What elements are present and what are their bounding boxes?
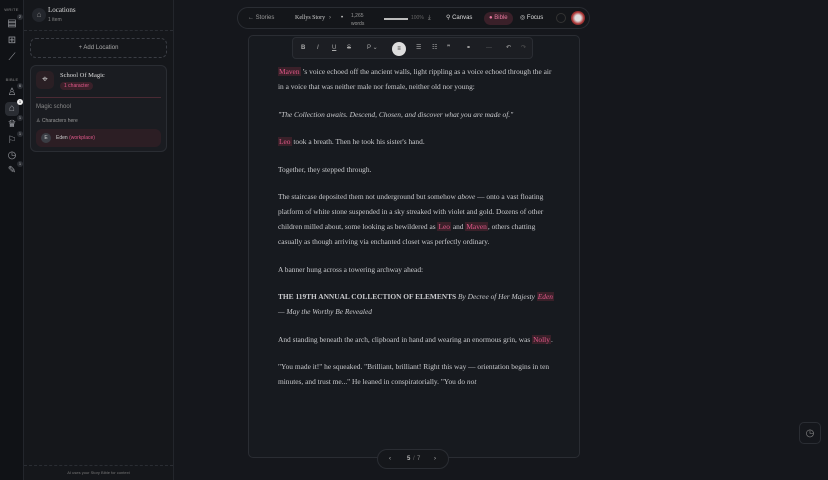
page-separator: / <box>413 456 415 462</box>
divider <box>36 97 161 98</box>
paragraph <box>278 359 558 389</box>
text: By Decree of Her Majesty <box>456 292 537 301</box>
words-label: words <box>351 21 365 27</box>
notes-icon[interactable]: ✎ 1 <box>7 161 22 176</box>
badge: 1 <box>18 131 22 136</box>
clock-icon[interactable]: ◷ <box>7 150 17 161</box>
locations-icon[interactable]: ⌂ 1 <box>5 102 19 116</box>
quote-icon[interactable]: ❞ <box>447 45 451 51</box>
characters-icon[interactable]: ♙ 6 <box>7 83 22 98</box>
zoom-slider[interactable] <box>384 18 408 20</box>
character-role: (workplace) <box>69 135 95 141</box>
divider-icon[interactable]: ··· <box>486 45 492 51</box>
focus-button[interactable]: ◎ Focus <box>520 15 544 21</box>
text: The staircase deposited them not underground but somehow <box>278 192 458 201</box>
document-text[interactable] <box>278 64 558 402</box>
grid-icon[interactable]: ⊞ <box>7 35 17 46</box>
user-avatar[interactable] <box>571 11 585 25</box>
paragraph-style-value: P <box>367 45 371 51</box>
download-icon[interactable]: ⤓ <box>428 15 431 21</box>
text: — onto a vast floating platform of white stone suspended in a sky streaked with violet and gold. Dozens of other children milled about, some looking as bewildered as <box>278 192 544 231</box>
text: , others chatting casually as though arriving via enchanted closet was perfectly ordinary. <box>278 222 536 246</box>
paragraph <box>278 189 558 249</box>
person-icon: ♙ <box>36 118 42 124</box>
text: through the air in a voice that was neither male nor female, neither old nor young: <box>278 67 552 91</box>
bible-button[interactable]: ● Bible <box>484 12 513 25</box>
word-count <box>351 12 364 28</box>
status-indicator <box>556 13 566 23</box>
story-title[interactable]: Kellys Story <box>295 15 326 21</box>
word-count-value: 1,265 <box>351 13 364 19</box>
text: not <box>466 377 477 386</box>
paragraph <box>278 332 558 347</box>
paragraph: "The Collection awaits. Descend, Chosen, and discover what you are made of." <box>278 109 514 119</box>
text: ’s voice echoed off the ancient walls, light rippling as a voice echoed <box>300 67 507 76</box>
strikethrough-icon[interactable]: S <box>347 45 352 51</box>
text: "You made it!" he squeaked. "Brilliant, brilliant! Right this way — orientation begins in ten minutes, and trust me..." He leaned in conspiratorially. "You do <box>278 362 550 386</box>
avatar: E <box>41 133 51 143</box>
bible-label: Bible <box>494 15 508 21</box>
wand-icon[interactable]: ⟋ <box>8 52 16 63</box>
link-icon[interactable]: ⚭ <box>466 45 472 51</box>
badge: 2 <box>18 14 22 19</box>
documents-icon[interactable]: ▤ 2 <box>7 14 22 29</box>
character-mention[interactable]: Nolly <box>533 334 550 344</box>
text: took a breath. Then he took his sister's hand. <box>291 137 425 146</box>
characters-label-text: Characters here <box>41 118 78 124</box>
italic-icon[interactable]: I <box>317 45 319 51</box>
location-card[interactable] <box>30 65 167 152</box>
canvas-button[interactable]: ⚲ Canvas <box>446 15 473 21</box>
paragraph: Together, they stepped through. <box>278 164 372 174</box>
add-location-button[interactable]: + Add Location <box>30 38 167 58</box>
write-section-label: WRITE <box>4 7 19 12</box>
flag-icon[interactable]: ⚐ 1 <box>7 131 22 146</box>
history-icon[interactable]: ◷ <box>799 422 821 444</box>
paragraph-style-select[interactable]: P ⌄ <box>367 45 378 51</box>
text: THE 119TH ANNUAL COLLECTION OF ELEMENTS <box>278 292 457 301</box>
top-bar <box>237 7 590 29</box>
character-row[interactable] <box>36 129 161 147</box>
bold-icon[interactable]: B <box>301 45 306 51</box>
current-page: 5 <box>407 456 411 462</box>
badge: 1 <box>18 99 22 104</box>
format-toolbar <box>292 37 533 59</box>
next-page-button[interactable]: › <box>434 456 436 462</box>
creatures-icon[interactable]: ♛ 1 <box>7 115 22 130</box>
map-pin-icon: ⌖ <box>36 71 54 89</box>
location-name: School Of Magic <box>60 72 105 79</box>
panel-header <box>24 0 173 31</box>
editor-page[interactable] <box>248 35 580 458</box>
back-to-stories-link[interactable]: ← Stories <box>248 15 275 21</box>
page-navigator <box>377 449 449 469</box>
text: — May the Worthy Be Revealed <box>278 307 372 316</box>
dot-icon: • <box>341 15 344 21</box>
paragraph <box>278 134 558 149</box>
character-mention[interactable]: Maven <box>466 222 487 231</box>
zoom-level: 100% <box>411 15 424 21</box>
character-count-badge: 1 character <box>60 82 93 90</box>
character-mention[interactable]: Leo <box>279 137 291 146</box>
badge: 1 <box>18 115 22 120</box>
panel-count: 1 item <box>48 17 62 23</box>
badge: 6 <box>18 83 22 88</box>
bullet-list-icon[interactable]: ☰ <box>416 45 422 51</box>
underline-icon[interactable]: U <box>332 45 337 51</box>
character-name: Eden <box>56 135 68 141</box>
paragraph: A banner hung across a towering archway ahead: <box>278 264 424 274</box>
text: And standing beneath the arch, clipboard in hand and wearing an enormous grin, was <box>278 334 533 344</box>
panel-title: Locations <box>48 6 76 14</box>
text: . <box>550 334 553 344</box>
text: and <box>450 222 466 231</box>
paragraph <box>278 64 558 94</box>
nav-rail <box>0 0 24 480</box>
chevron-right-icon: › <box>329 15 331 21</box>
home-icon: ⌂ <box>32 8 46 22</box>
paragraph <box>278 289 558 319</box>
character-mention[interactable]: Leo <box>438 222 450 231</box>
numbered-list-icon[interactable]: ☷ <box>432 45 438 51</box>
panel-footer: AI uses your Story Bible for context <box>24 465 173 475</box>
characters-here-label <box>36 118 78 124</box>
prev-page-button[interactable]: ‹ <box>389 456 391 462</box>
align-left-icon[interactable]: ≡ <box>392 42 406 56</box>
badge: 1 <box>18 161 22 166</box>
location-description: Magic school <box>36 104 72 110</box>
total-pages: 7 <box>417 456 421 462</box>
canvas-label: Canvas <box>452 15 473 21</box>
locations-panel <box>24 0 174 480</box>
bible-section-label: BIBLE <box>5 77 19 82</box>
character-mention[interactable]: Eden <box>537 292 553 301</box>
focus-label: Focus <box>526 15 544 21</box>
character-mention[interactable]: Maven <box>279 67 300 76</box>
redo-icon[interactable]: ↷ <box>521 45 527 51</box>
undo-icon[interactable]: ↶ <box>506 45 512 51</box>
text: above <box>457 192 476 201</box>
